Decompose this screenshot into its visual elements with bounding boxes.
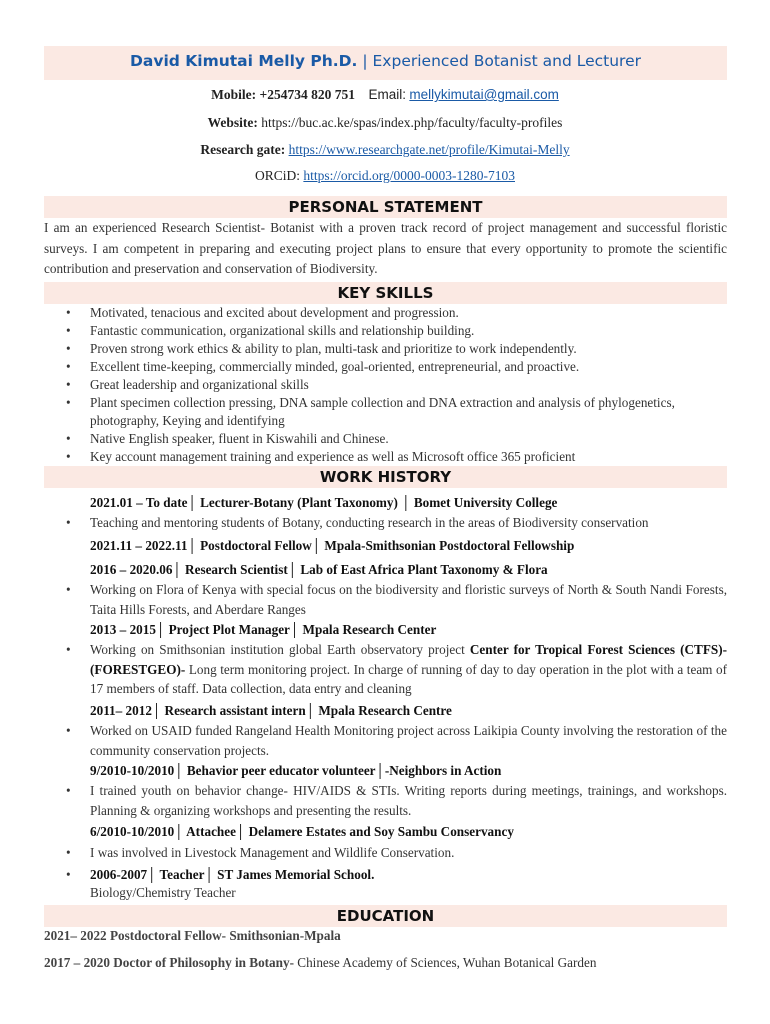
person-name: David Kimutai Melly Ph.D.: [130, 52, 358, 70]
person-title: Experienced Botanist and Lecturer: [372, 52, 641, 70]
work-history-heading: WORK HISTORY: [319, 468, 452, 486]
job-heading: 2021.01 – To date│ Lecturer-Botany (Plant Taxonomy) │ Bomet University College: [90, 495, 558, 510]
job-heading: 2006-2007│ Teacher│ ST James Memorial School.: [90, 867, 375, 882]
job-description-text: • I was involved in Livestock Management and Wildlife Conservation.: [44, 843, 727, 863]
education-item: [44, 955, 596, 971]
orcid-line: [0, 168, 770, 184]
skill-item: • Motivated, tenacious and excited about development and progression.: [44, 304, 727, 322]
email-label: Email:: [368, 87, 406, 102]
job-description-text: • Working on Flora of Kenya with special focus on the biodiversity and floristic surveys of North & South Nandi Forests, Taita Hills Forests, and Aberdare Ranges: [44, 580, 727, 619]
job-description: [44, 781, 727, 820]
key-skills-heading: KEY SKILLS: [337, 284, 434, 302]
job-heading: 2016 – 2020.06│ Research Scientist│ Lab of East Africa Plant Taxonomy & Flora: [90, 562, 548, 577]
skill-item: • Great leadership and organizational skills: [44, 376, 727, 394]
personal-statement-heading: PERSONAL STATEMENT: [288, 198, 483, 216]
skill-item: • Key account management training and experience as well as Microsoft office 365 proficient: [44, 448, 727, 466]
job-description-text: • Teaching and mentoring students of Botany, conducting research in the areas of Biodiversity conservation: [44, 513, 727, 533]
job-description-text: • I trained youth on behavior change- HIV/AIDS & STIs. Writing reports during meetings, trainings, and workshops. Planning & organizing workshops and presenting the results.: [44, 781, 727, 820]
job-heading: 9/2010-10/2010│ Behavior peer educator volunteer│-Neighbors in Action: [90, 763, 502, 778]
education-item: [44, 928, 341, 944]
education-institution: Chinese Academy of Sciences, Wuhan Botanical Garden: [293, 955, 597, 970]
title-separator: |: [357, 52, 373, 70]
header-title-line: [44, 46, 727, 80]
mobile-label: Mobile:: [211, 87, 257, 102]
skill-item: • Plant specimen collection pressing, DNA sample collection and DNA extraction and analysis of phylogenetics, photography, Keying and identifying: [44, 394, 727, 430]
education-degree: 2017 – 2020 Doctor of Philosophy in Botany-: [44, 955, 294, 970]
researchgate-link[interactable]: https://www.researchgate.net/profile/Kimutai-Melly: [288, 142, 570, 157]
job-description-post: Long term monitoring project. In charge of running of day to day operation in the plot with a team of 17 members of staff. Data collection, data entry and cleaning: [90, 661, 727, 696]
job-description: [44, 865, 727, 885]
website-line: [0, 115, 770, 131]
website-label: Website:: [207, 115, 258, 130]
job-description: [44, 721, 727, 760]
orcid-label: ORCiD:: [254, 168, 300, 183]
website-url: https://buc.ac.ke/spas/index.php/faculty/faculty-profiles: [261, 115, 563, 130]
job-description-text: [44, 640, 727, 699]
skill-item: • Excellent time-keeping, commercially minded, goal-oriented, entrepreneurial, and proactive.: [44, 358, 727, 376]
job-heading: 2021.11 – 2022.11│ Postdoctoral Fellow│ Mpala-Smithsonian Postdoctoral Fellowship: [90, 538, 575, 553]
job-heading: 6/2010-10/2010│ Attachee│ Delamere Estates and Soy Sambu Conservancy: [90, 824, 514, 839]
education-heading: EDUCATION: [336, 907, 435, 925]
contact-line: [0, 87, 770, 103]
job-description: [44, 580, 727, 619]
mobile-number: +254734 820 751: [259, 87, 355, 102]
skill-item: • Native English speaker, fluent in Kiswahili and Chinese.: [44, 430, 727, 448]
researchgate-label: Research gate:: [200, 142, 286, 157]
job-description: [44, 513, 727, 533]
skill-item: • Proven strong work ethics & ability to plan, multi-task and prioritize to work independently.: [44, 340, 727, 358]
education-degree: 2021– 2022 Postdoctoral Fellow- Smithsonian-Mpala: [44, 928, 341, 943]
orcid-link[interactable]: https://orcid.org/0000-0003-1280-7103: [303, 168, 515, 183]
key-skills-list: [44, 304, 727, 466]
job-description-pre: Working on Smithsonian institution global Earth observatory project: [90, 642, 470, 657]
skill-item: • Fantastic communication, organizational skills and relationship building.: [44, 322, 727, 340]
job-description-text: Biology/Chemistry Teacher: [90, 885, 236, 900]
job-description: [44, 843, 727, 863]
job-heading: 2013 – 2015│ Project Plot Manager│ Mpala Research Center: [90, 622, 437, 637]
job-description-bold: Center for Tropical Forest Sciences (CTFS)- (FORESTGEO)-: [90, 642, 727, 677]
researchgate-line: [0, 142, 770, 158]
job-heading: 2011– 2012│ Research assistant intern│ Mpala Research Centre: [90, 703, 452, 718]
personal-statement-text: I am an experienced Research Scientist- Botanist with a proven track record of project management and successful floristic surveys. I am competent in preparing and executing project plans to ensure that every opportunity to promote the scientific contribution and preservation and conservation of Biodiversity.: [44, 220, 727, 276]
job-description-text: • Worked on USAID funded Rangeland Health Monitoring project across Laikipia County involving the restoration of the community conservation projects.: [44, 721, 727, 760]
email-link[interactable]: mellykimutai@gmail.com: [409, 87, 559, 102]
job-description: [44, 640, 727, 699]
